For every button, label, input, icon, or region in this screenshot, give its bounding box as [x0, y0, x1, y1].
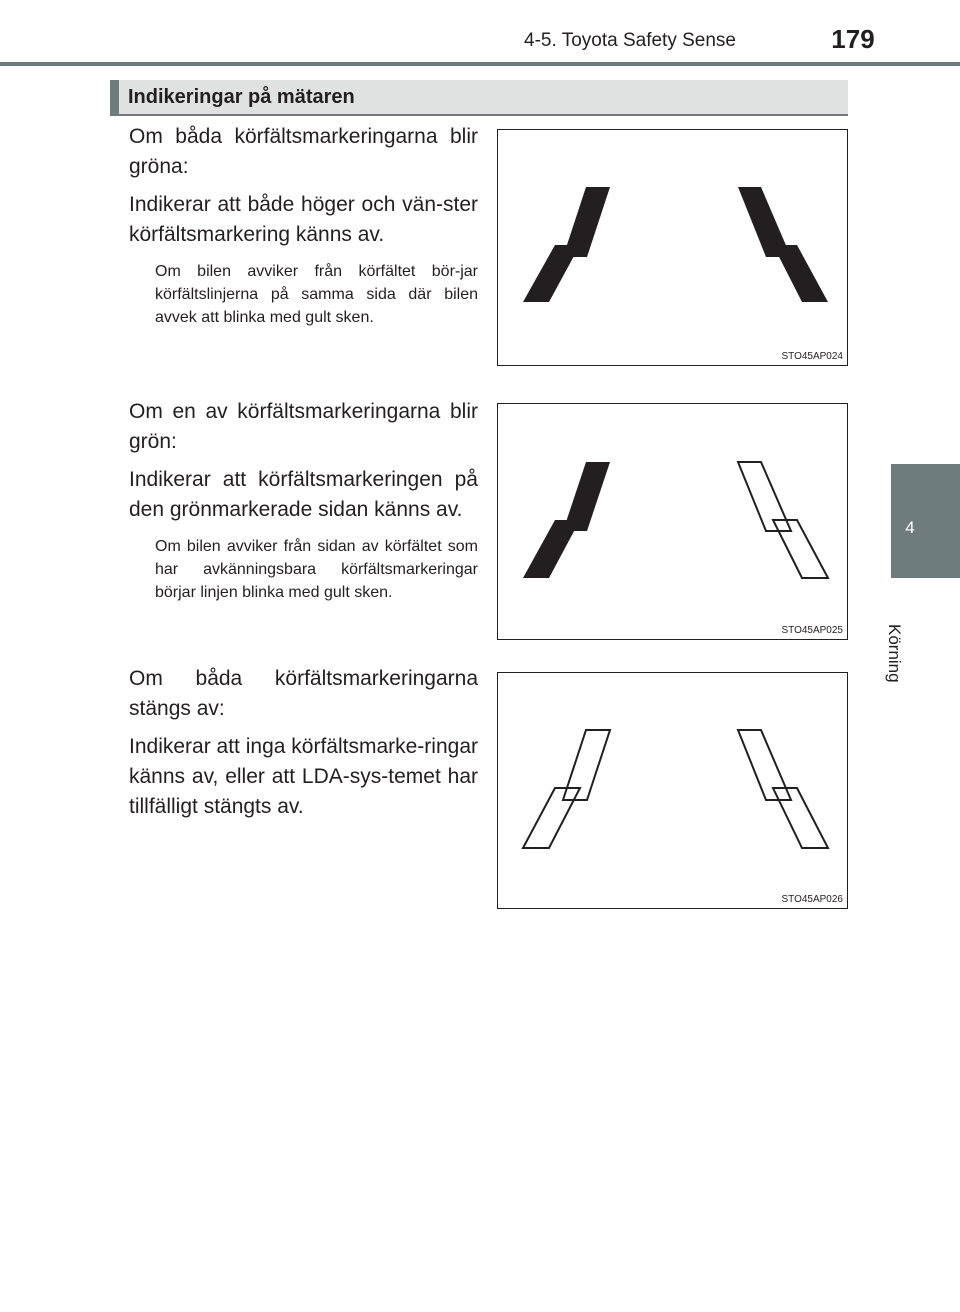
- figure-no-lines-detected: [497, 672, 848, 909]
- entry-note: Om bilen avviker från sidan av körfältet som har avkänningsbara körfältsmarkeringar börjar linjen blinka med gult sken.: [155, 538, 478, 601]
- right-lane-line-upper: [738, 730, 791, 800]
- lane-lines-illustration: [498, 673, 847, 908]
- lane-lines-illustration: [498, 404, 847, 639]
- section-heading-text: Indikeringar på mätaren: [128, 86, 355, 108]
- entry-both-off: [129, 664, 478, 832]
- entry-description: Indikerar att både höger och vän-ster körfältsmarkering känns av.: [129, 193, 478, 246]
- left-lane-line-lower: [523, 245, 580, 302]
- left-lane-line-lower: [523, 788, 580, 848]
- entry-lead: Om båda körfältsmarkeringarna stängs av:: [129, 667, 478, 720]
- entry-lead: Om en av körfältsmarkeringarna blir grön:: [129, 400, 478, 453]
- figure-code: STO45AP026: [781, 894, 843, 905]
- lane-lines-illustration: [498, 130, 847, 365]
- right-lane-line-lower: [773, 788, 828, 848]
- left-lane-line-upper: [563, 730, 610, 800]
- page-number: 179: [831, 24, 875, 54]
- section-heading: [110, 80, 848, 116]
- figure-one-line-detected: [497, 403, 848, 640]
- chapter-label: Körning: [885, 624, 904, 683]
- chapter-number: 4: [905, 518, 915, 537]
- entry-description: Indikerar att körfältsmarkeringen på den grönmarkerade sidan känns av.: [129, 468, 478, 521]
- figure-both-lines-detected: [497, 129, 848, 366]
- right-lane-line-lower: [773, 520, 828, 578]
- left-lane-line-lower: [523, 520, 580, 578]
- figure-code: STO45AP024: [781, 351, 843, 362]
- entry-description: Indikerar att inga körfältsmarke-ringar känns av, eller att LDA-sys-temet har tillfälligt stängts av.: [129, 735, 478, 818]
- entry-lead: Om båda körfältsmarkeringarna blir gröna:: [129, 125, 478, 178]
- entry-both-green: [129, 122, 478, 329]
- figure-code: STO45AP025: [781, 625, 843, 636]
- right-lane-line-lower: [773, 245, 828, 302]
- entry-one-green: [129, 397, 478, 604]
- entry-note: Om bilen avviker från körfältet bör-jar körfältslinjerna på samma sida där bilen avvek att blinka med gult sken.: [155, 263, 478, 326]
- header-rule: [0, 62, 960, 66]
- header-section-title: 4-5. Toyota Safety Sense: [524, 30, 736, 51]
